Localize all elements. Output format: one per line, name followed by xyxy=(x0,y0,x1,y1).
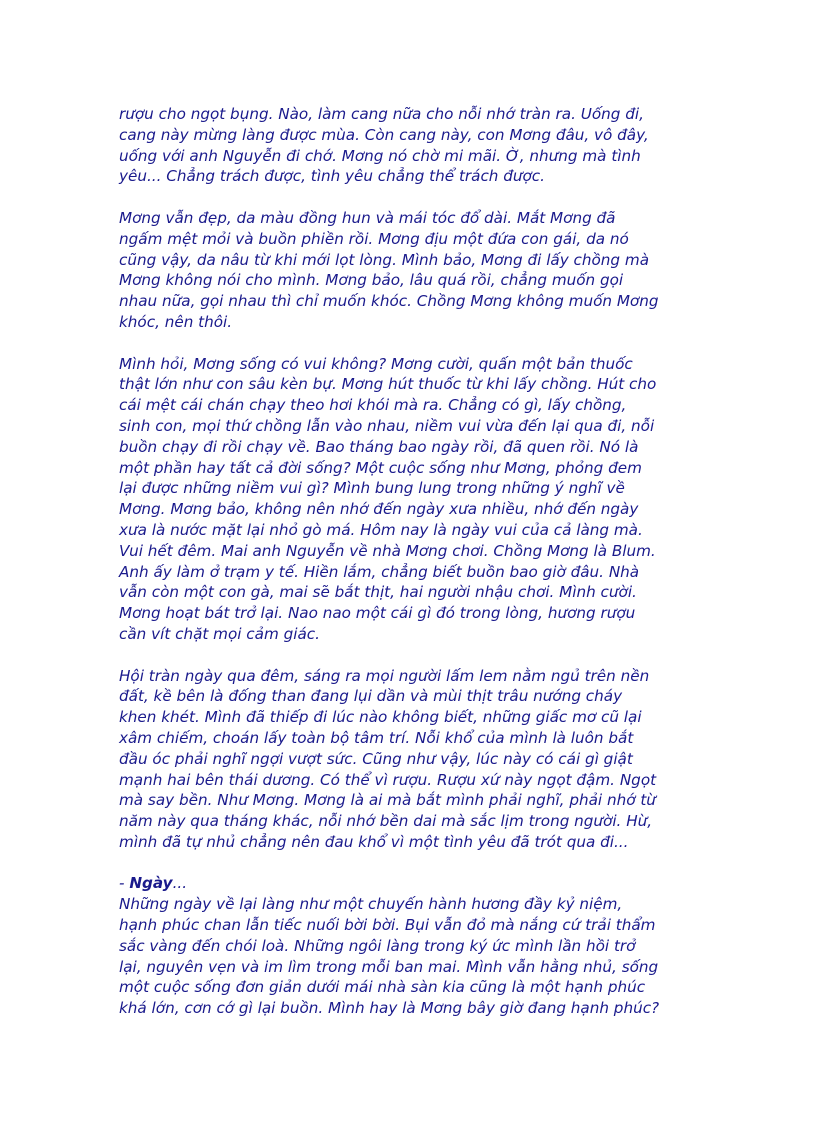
text-line: uống với anh Nguyễn đi chớ. Mơng nó chờ mi mãi. Ờ, nhưng mà tình xyxy=(119,146,641,165)
text-line: Mơng. Mơng bảo, không nên nhớ đến ngày xưa nhiều, nhớ đến ngày xyxy=(119,500,639,519)
heading-prefix: - xyxy=(119,874,130,893)
text-line: một cuộc sống đơn giản dưới mái nhà sàn kia cũng là một hạnh phúc xyxy=(119,978,646,997)
text-line: cũng vậy, da nâu từ khi mới lọt lòng. Mình bảo, Mơng đi lấy chồng mà xyxy=(119,250,650,269)
section-ngay xyxy=(119,873,709,1019)
text-line: rượu cho ngọt bụng. Nào, làm cang nữa cho nỗi nhớ tràn ra. Uống đi, xyxy=(119,105,644,123)
heading-suffix: ... xyxy=(172,874,188,893)
text-line: Mơng vẫn đẹp, da màu đồng hun và mái tóc đổ dài. Mắt Mơng đã xyxy=(119,208,616,227)
text-line: yêu... Chẳng trách được, tình yêu chẳng thể trách được. xyxy=(119,167,545,186)
text-line: khá lớn, cơn cớ gì lại buồn. Mình hay là Mơng bây giờ đang hạnh phúc? xyxy=(119,999,660,1018)
text-line: thật lớn như con sâu kèn bự. Mơng hút thuốc từ khi lấy chồng. Hút cho xyxy=(119,375,657,394)
text-line: đầu óc phải nghĩ ngợi vượt sức. Cũng như vậy, lúc này có cái gì giật xyxy=(119,749,633,768)
document-body xyxy=(119,104,709,1019)
text-line: nhau nữa, gọi nhau thì chỉ muốn khóc. Chồng Mơng không muốn Mơng xyxy=(119,292,659,311)
text-line: Mơng hoạt bát trở lại. Nao nao một cái gì đó trong lòng, hương rượu xyxy=(119,604,636,623)
text-line: cang này mừng làng được mùa. Còn cang này, con Mơng đâu, vô đây, xyxy=(119,125,649,144)
text-line: năm này qua tháng khác, nỗi nhớ bền dai mà sắc lịm trong người. Hừ, xyxy=(119,812,653,831)
paragraph-2 xyxy=(119,208,709,333)
text-line: xưa là nước mặt lại nhỏ gò má. Hôm nay là ngày vui của cả làng mà. xyxy=(119,520,643,539)
text-line: vẫn còn một con gà, mai sẽ bắt thịt, hai người nhậu chơi. Mình cười. xyxy=(119,583,637,602)
text-line: Anh ấy làm ở trạm y tế. Hiền lắm, chẳng biết buồn bao giờ đâu. Nhà xyxy=(119,562,640,581)
text-line: khóc, nên thôi. xyxy=(119,312,233,331)
text-line: ngấm mệt mỏi và buồn phiền rồi. Mơng địu một đứa con gái, da nó xyxy=(119,229,629,248)
text-line: hạnh phúc chan lẫn tiếc nuối bời bời. Bụi vẫn đỏ mà nắng cứ trải thẩm xyxy=(119,916,656,935)
section-heading xyxy=(119,873,709,894)
text-line: mà say bền. Như Mơng. Mơng là ai mà bắt mình phải nghĩ, phải nhớ từ xyxy=(119,791,656,810)
text-line: mạnh hai bên thái dương. Có thể vì rượu. Rượu xứ này ngọt đậm. Ngọt xyxy=(119,770,657,789)
text-line: Hội tràn ngày qua đêm, sáng ra mọi người lấm lem nằm ngủ trên nền xyxy=(119,666,650,685)
text-line: đất, kề bên là đống than đang lụi dần và mùi thịt trâu nướng cháy xyxy=(119,687,623,706)
text-line: sắc vàng đến chói loà. Những ngôi làng trong ký ức mình lần hồi trở xyxy=(119,936,636,955)
text-line: khen khét. Mình đã thiếp đi lúc nào không biết, những giấc mơ cũ lại xyxy=(119,708,642,727)
text-line: cái mệt cái chán chạy theo hơi khói mà ra. Chẳng có gì, lấy chồng, xyxy=(119,396,627,415)
paragraph-4 xyxy=(119,666,709,853)
text-line: lại được những niềm vui gì? Mình bung lung trong những ý nghĩ về xyxy=(119,479,625,498)
text-line: xâm chiếm, choán lấy toàn bộ tâm trí. Nỗi khổ của mình là luôn bắt xyxy=(119,728,634,747)
text-line: Mình hỏi, Mơng sống có vui không? Mơng cười, quấn một bản thuốc xyxy=(119,354,633,373)
text-line: mình đã tự nhủ chẳng nên đau khổ vì một tình yêu đã trót qua đi... xyxy=(119,832,629,851)
text-line: buồn chạy đi rồi chạy về. Bao tháng bao ngày rồi, đã quen rồi. Nó là xyxy=(119,437,639,456)
text-line: cần vít chặt mọi cảm giác. xyxy=(119,624,320,643)
text-line: Vui hết đêm. Mai anh Nguyễn về nhà Mơng chơi. Chồng Mơng là Blum. xyxy=(119,541,656,560)
heading-word: Ngày xyxy=(129,874,173,893)
text-line: Những ngày về lại làng như một chuyến hành hương đầy kỷ niệm, xyxy=(119,895,623,914)
text-line: Mơng không nói cho mình. Mơng bảo, lâu quá rồi, chẳng muốn gọi xyxy=(119,271,624,290)
text-line: một phần hay tất cả đời sống? Một cuộc sống như Mơng, phỏng đem xyxy=(119,458,642,477)
paragraph-3 xyxy=(119,354,709,645)
text-line: sinh con, mọi thứ chồng lẫn vào nhau, niềm vui vừa đến lại qua đi, nỗi xyxy=(119,416,655,435)
paragraph-1 xyxy=(119,104,709,187)
text-line: lại, nguyên vẹn và im lìm trong mỗi ban mai. Mình vẫn hằng nhủ, sống xyxy=(119,957,659,976)
